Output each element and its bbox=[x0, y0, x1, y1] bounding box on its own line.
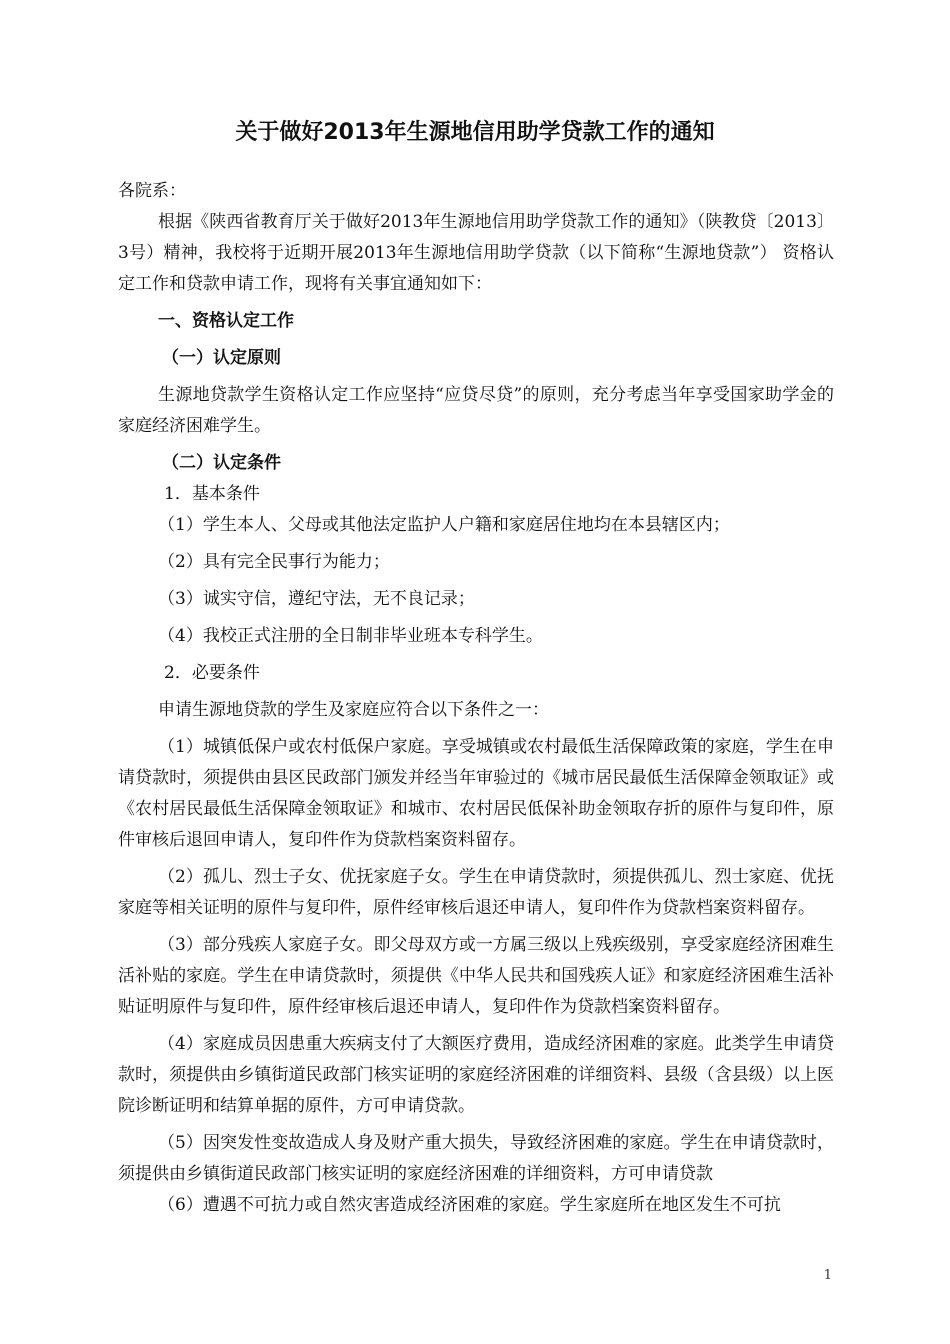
subheading-principle: （一）认定原则 bbox=[162, 348, 281, 368]
condition-paragraph: （1）城镇低保户或农村低保户家庭。享受城镇或农村最低生活保障政策的家庭，学生在申请贷款时，须提供由县区民政部门颁发并经当年审验过的《城市居民最低生活保障金领取证》或《农村居民最低生活保障金领取证》和城市、农村居民低保补助金领取存折的原件与复印件，原件审核后退回申请人，复印件作为贷款档案资料留存。 bbox=[118, 737, 834, 850]
condition-paragraph: （3）部分残疾人家庭子女。即父母双方或一方属三级以上残疾级别，享受家庭经济困难生活补贴的家庭。学生在申请贷款时，须提供《中华人民共和国残疾人证》和家庭经济困难生活补贴证明原件与复印件，原件经审核后退还申请人，复印件作为贷款档案资料留存。 bbox=[118, 935, 834, 1017]
basic-conditions-title: 1．基本条件 bbox=[164, 484, 260, 504]
page-number: 1 bbox=[823, 1268, 832, 1283]
basic-condition-item: （4）我校正式注册的全日制非毕业班本专科学生。 bbox=[158, 626, 543, 646]
intro-paragraph: 根据《陕西省教育厅关于做好2013年生源地信用助学贷款工作的通知》（陕教贷〔2013〕3号）精神，我校将于近期开展2013年生源地信用助学贷款（以下简称“生源地贷款”） 资格认定工作和贷款申请工作，现将有关事宜通知如下： bbox=[118, 212, 834, 294]
condition-paragraph: （4）家庭成员因患重大疾病支付了大额医疗费用，造成经济困难的家庭。此类学生申请贷款时，须提供由乡镇街道民政部门核实证明的家庭经济困难的详细资料、县级（含县级）以上医院诊断证明和结算单据的原件，方可申请贷款。 bbox=[118, 1034, 834, 1116]
basic-condition-item: （3）诚实守信，遵纪守法，无不良记录； bbox=[158, 589, 475, 609]
required-conditions-intro: 申请生源地贷款的学生及家庭应符合以下条件之一： bbox=[158, 700, 549, 720]
required-conditions-title: 2．必要条件 bbox=[164, 663, 260, 683]
document-title: 关于做好2013年生源地信用助学贷款工作的通知 bbox=[235, 120, 715, 145]
document-body bbox=[118, 176, 834, 1221]
condition-paragraph: （2）孤儿、烈士子女、优抚家庭子女。学生在申请贷款时，须提供孤儿、烈士家庭、优抚家庭等相关证明的原件与复印件，原件经审核后退还申请人，复印件作为贷款档案资料留存。 bbox=[118, 867, 834, 918]
condition-paragraph: （5）因突发性变故造成人身及财产重大损失，导致经济困难的家庭。学生在申请贷款时，须提供由乡镇街道民政部门核实证明的家庭经济困难的详细资料，方可申请贷款 bbox=[118, 1133, 834, 1184]
subheading-conditions: （二）认定条件 bbox=[162, 453, 281, 473]
principle-paragraph: 生源地贷款学生资格认定工作应坚持“应贷尽贷”的原则，充分考虑当年享受国家助学金的家庭经济困难学生。 bbox=[118, 385, 834, 436]
basic-condition-item: （2）具有完全民事行为能力； bbox=[158, 552, 390, 572]
section-heading-qualification: 一、资格认定工作 bbox=[158, 311, 294, 331]
basic-condition-item: （1）学生本人、父母或其他法定监护人户籍和家庭居住地均在本县辖区内； bbox=[158, 515, 730, 535]
salutation: 各院系： bbox=[118, 181, 186, 201]
condition-paragraph: （6）遭遇不可抗力或自然灾害造成经济困难的家庭。学生家庭所在地区发生不可抗 bbox=[158, 1195, 781, 1215]
